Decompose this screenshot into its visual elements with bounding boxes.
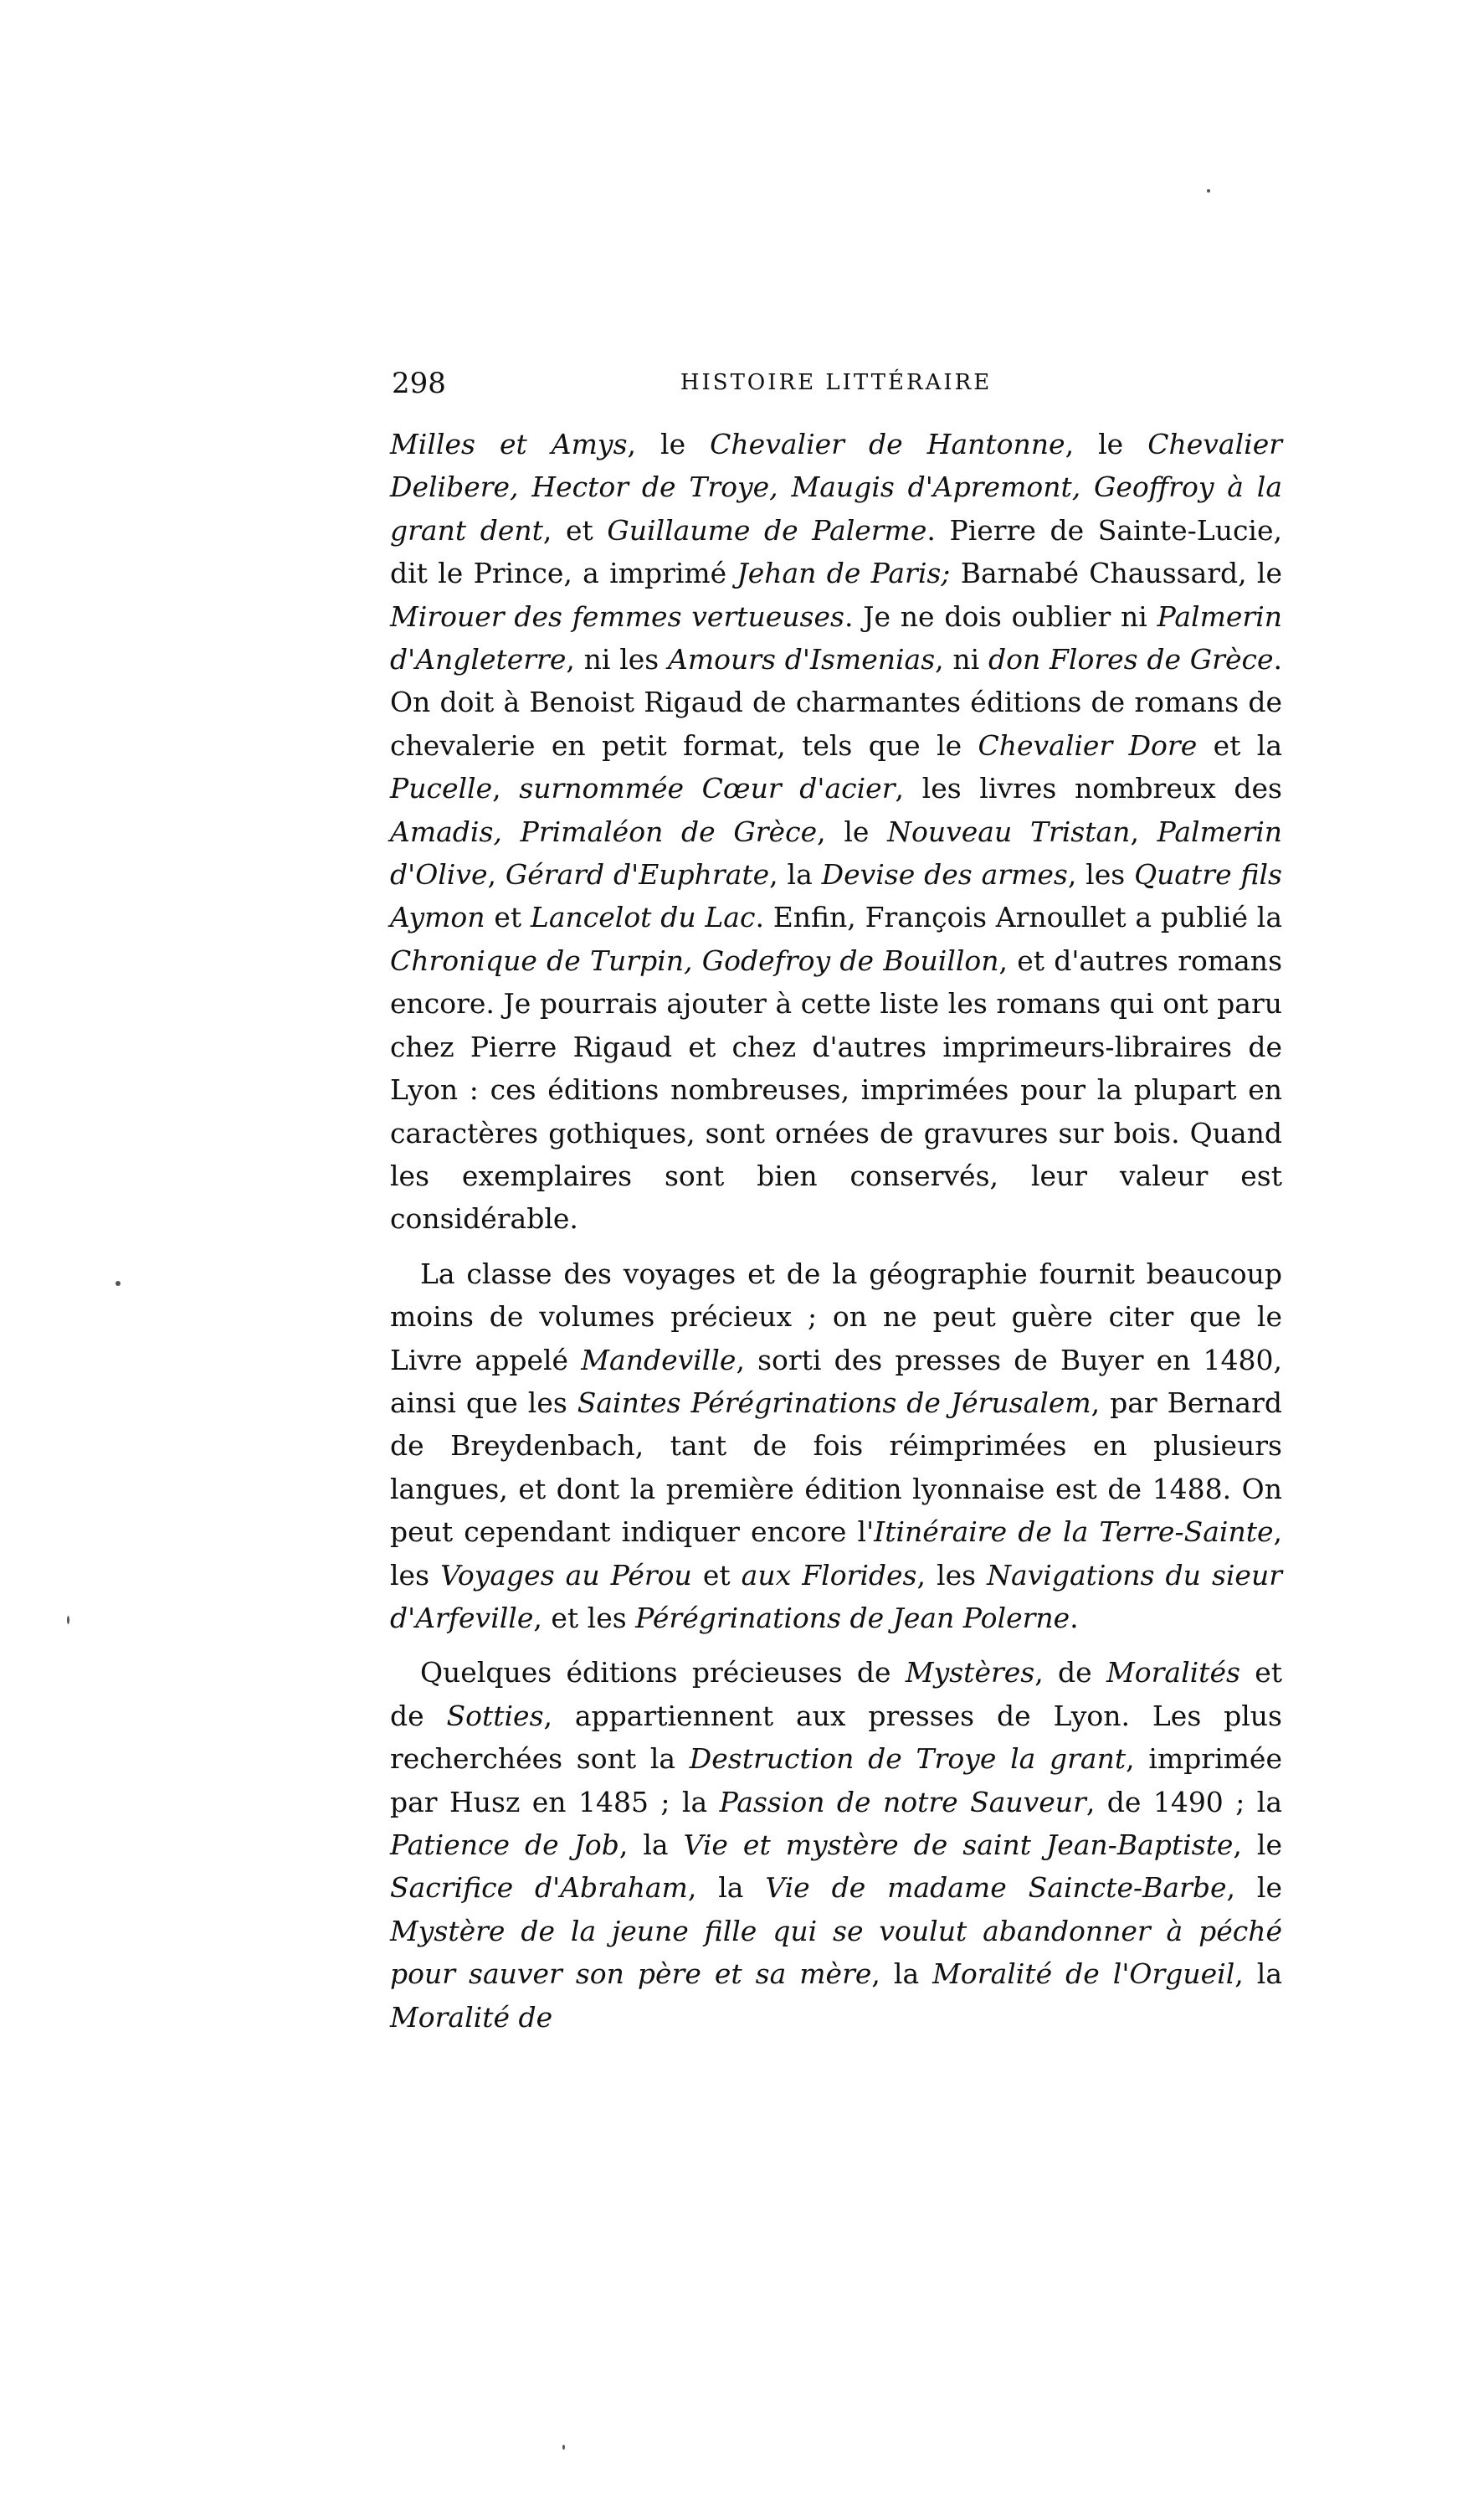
italic-title: Nouveau Tristan xyxy=(887,815,1131,848)
text-run: , les livres nombreux des xyxy=(895,772,1282,805)
text-run: . Pierre de Sainte-Lucie, dit le Prince, a imprimé xyxy=(390,513,1282,590)
italic-title: Itinéraire de la Terre-Sainte xyxy=(874,1515,1274,1549)
text-run: , xyxy=(487,858,506,892)
italic-title: Quatre fils Aymon xyxy=(390,858,1282,934)
text-run: , le xyxy=(1065,428,1148,460)
italic-title: Mirouer des femmes vertueuses xyxy=(390,599,844,633)
text-run: . Enfin, François Arnoullet a publié la xyxy=(755,901,1283,934)
italic-title: Chevalier Dore xyxy=(978,728,1198,762)
italic-title: Amadis, Primaléon de Grèce xyxy=(390,815,818,848)
italic-title: surnommée Cœur d'acier xyxy=(519,772,896,805)
text-run: , la xyxy=(769,858,822,892)
italic-title: Sacrifice d'Abraham xyxy=(390,1871,688,1905)
italic-title: Saintes Pérégrinations de Jérusalem xyxy=(577,1386,1091,1419)
italic-title: Chevalier Delibere, Hector de Troye, Maugis d'Apremont, Geoffroy à la grant dent xyxy=(390,428,1282,547)
italic-title: Palmerin d'Olive xyxy=(390,815,1283,892)
text-run: et xyxy=(691,1558,742,1592)
page-header xyxy=(392,367,1281,407)
text-run: , la xyxy=(618,1828,684,1861)
italic-title: Mystère de la jeune fille qui se voulut abandonner à péché pour sauver son père et sa mère xyxy=(390,1914,1282,1991)
text-run: , xyxy=(1130,815,1157,848)
text-run: et la xyxy=(1197,728,1282,762)
text-run: , et d'autres romans encore. Je pourrais ajouter à cette liste les romans qui ont paru chez Pierre Rigaud et chez d'autres imprimeurs-libraires de Lyon : ces éditions nombreuses, imprimées pour la plupart en caractères gothiques, sont ornées de gravures sur bois. Quand les exemplaires sont bien conservés, leur valeur est considérable. xyxy=(390,944,1282,1236)
text-run: , le xyxy=(1233,1828,1282,1861)
text-run: , les xyxy=(1067,858,1135,892)
text-run: . xyxy=(1070,1601,1079,1634)
text-run: , le xyxy=(817,815,888,848)
italic-title: Vie de madame Saincte-Barbe xyxy=(765,1871,1227,1905)
running-title: HISTOIRE LITTÉRAIRE xyxy=(680,370,993,395)
text-run: , sorti des presses de Buyer en 1480, ainsi que les xyxy=(390,1343,1282,1419)
text-run: , imprimée par Husz en 1485 ; la xyxy=(390,1742,1282,1818)
text-run: , la xyxy=(871,1957,933,1991)
text-run: , le xyxy=(627,428,711,460)
italic-title: Mystères xyxy=(905,1656,1035,1689)
text-run: , la xyxy=(687,1871,766,1905)
text-run: , et xyxy=(542,513,608,547)
text-run: , xyxy=(492,772,520,805)
italic-title: Pérégrinations de Jean Polerne xyxy=(635,1601,1070,1634)
text-run: , les xyxy=(390,1515,1282,1592)
italic-title: Amours d'Ismenias xyxy=(668,643,936,676)
text-run: et xyxy=(485,901,531,934)
italic-title: Moralité de xyxy=(390,2000,553,2034)
italic-title: Pucelle xyxy=(390,772,493,805)
italic-title: Mandeville xyxy=(581,1343,736,1376)
scan-speck xyxy=(562,2445,565,2450)
scan-speck xyxy=(115,1281,121,1286)
text-run: , de 1490 ; la xyxy=(1086,1785,1282,1818)
italic-title: aux Florides xyxy=(741,1558,917,1592)
text-run: Quelques éditions précieuses de xyxy=(420,1656,906,1689)
italic-title: Moralité de l'Orgueil xyxy=(932,1957,1235,1991)
text-run: , et les xyxy=(533,1601,636,1634)
text-run: , ni les xyxy=(566,643,669,676)
text-run: . Je ne dois oublier ni xyxy=(844,599,1157,633)
text-run: La classe des voyages et de la géographie fournit beaucoup moins de volumes précieux ; on ne peut guère citer que le Livre appelé xyxy=(390,1257,1282,1376)
italic-title: Sotties xyxy=(446,1699,544,1732)
text-run: , ni xyxy=(935,643,989,676)
italic-title: Voyages au Pérou xyxy=(440,1558,692,1592)
italic-title: Palmerin d'Angleterre xyxy=(390,599,1282,676)
page-number: 298 xyxy=(392,367,446,400)
italic-title: Lancelot du Lac xyxy=(530,901,756,934)
italic-title: Navigations du sieur d'Arfeville xyxy=(390,1558,1282,1634)
text-run: . On doit à Benoist Rigaud de charmantes éditions de romans de chevalerie en petit format, tels que le xyxy=(390,643,1282,762)
italic-title: Vie et mystère de saint Jean-Baptiste xyxy=(683,1828,1234,1861)
paragraph-voyages xyxy=(390,1252,1282,1640)
text-run: , les xyxy=(916,1558,988,1592)
italic-title: don Flores de Grèce xyxy=(988,643,1274,676)
italic-title: Milles et Amys xyxy=(390,428,628,460)
italic-title: Chronique de Turpin, Godefroy de Bouillon xyxy=(390,944,999,977)
italic-title: Guillaume de Palerme xyxy=(607,513,927,547)
italic-title: Destruction de Troye la grant xyxy=(689,1742,1127,1776)
italic-title: Moralités xyxy=(1106,1656,1240,1689)
text-run: , le xyxy=(1226,1871,1282,1905)
paragraph-romances xyxy=(390,423,1282,1241)
body-text xyxy=(390,423,1282,2050)
scan-speck xyxy=(1207,189,1210,193)
scan-speck xyxy=(67,1616,69,1624)
text-run: Barnabé Chaussard, le xyxy=(950,557,1282,590)
text-run: et de xyxy=(390,1656,1283,1732)
italic-title: Chevalier de Hantonne xyxy=(710,428,1065,460)
text-run: , la xyxy=(1234,1957,1283,1991)
italic-title: Patience de Job xyxy=(390,1828,619,1861)
text-run: , de xyxy=(1034,1656,1106,1689)
italic-title: Gérard d'Euphrate xyxy=(505,858,770,892)
paragraph-mysteres xyxy=(390,1651,1282,2039)
italic-title: Jehan de Paris; xyxy=(736,557,951,590)
text-run: , appartiennent aux presses de Lyon. Les plus recherchées sont la xyxy=(390,1699,1282,1776)
text-run: , par Bernard de Breydenbach, tant de fois réimprimées en plusieurs langues, et dont la première édition lyonnaise est de 1488. On peut cependant indiquer encore l' xyxy=(390,1386,1282,1549)
italic-title: Passion de notre Sauveur xyxy=(719,1785,1086,1818)
italic-title: Devise des armes xyxy=(821,858,1068,892)
